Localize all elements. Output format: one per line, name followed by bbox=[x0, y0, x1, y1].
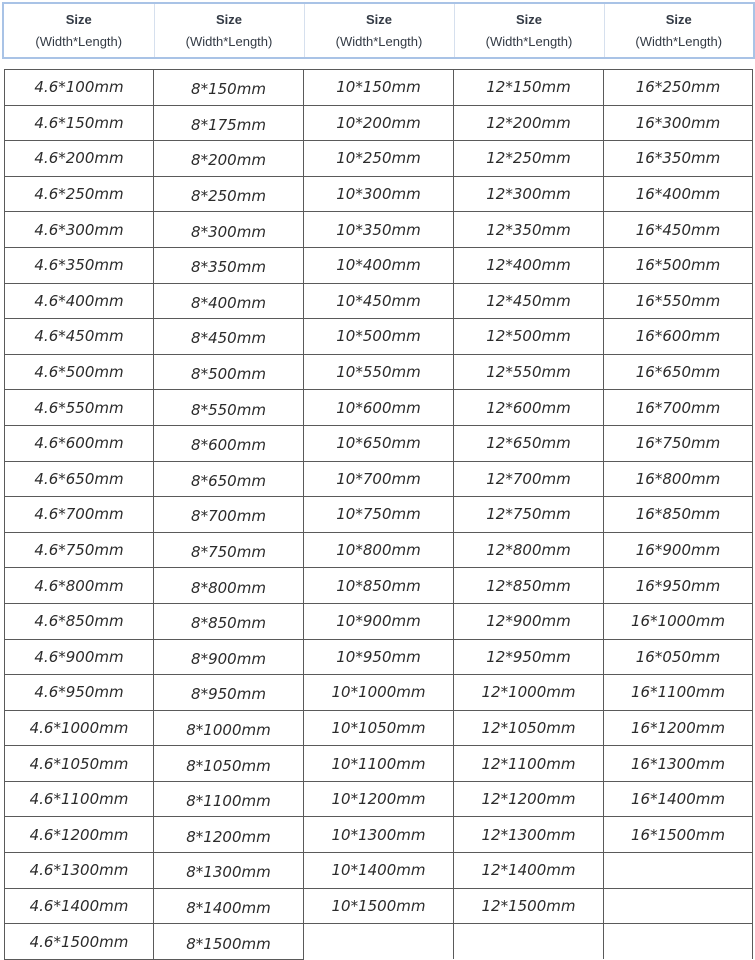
table-cell: 16*800mm bbox=[604, 461, 753, 497]
table-row bbox=[5, 781, 753, 817]
table-cell: 12*1200mm bbox=[454, 781, 604, 817]
table-cell: 12*650mm bbox=[454, 425, 604, 461]
header-cell-col5 bbox=[604, 3, 754, 58]
table-cell: 4.6*1200mm bbox=[5, 817, 154, 853]
table-cell: 10*750mm bbox=[304, 497, 454, 533]
table-cell: 4.6*350mm bbox=[5, 247, 154, 283]
table-cell: 8*700mm bbox=[154, 497, 304, 533]
size-table-rows bbox=[5, 70, 753, 960]
table-cell: 8*800mm bbox=[154, 568, 304, 604]
table-cell: 12*1300mm bbox=[454, 817, 604, 853]
table-row bbox=[5, 141, 753, 177]
table-cell: 16*350mm bbox=[604, 141, 753, 177]
table-cell: 10*550mm bbox=[304, 354, 454, 390]
table-cell bbox=[304, 924, 454, 960]
table-cell: 4.6*900mm bbox=[5, 639, 154, 675]
table-cell: 8*750mm bbox=[154, 532, 304, 568]
table-cell: 12*500mm bbox=[454, 319, 604, 355]
header-row bbox=[3, 3, 754, 58]
table-cell: 4.6*1400mm bbox=[5, 888, 154, 924]
size-table-body bbox=[4, 69, 753, 960]
table-cell: 12*550mm bbox=[454, 354, 604, 390]
table-row bbox=[5, 888, 753, 924]
table-cell: 16*1500mm bbox=[604, 817, 753, 853]
table-row bbox=[5, 105, 753, 141]
table-cell bbox=[604, 924, 753, 960]
table-row bbox=[5, 675, 753, 711]
table-cell: 12*850mm bbox=[454, 568, 604, 604]
table-cell bbox=[604, 853, 753, 889]
table-cell: 4.6*450mm bbox=[5, 319, 154, 355]
table-cell: 16*700mm bbox=[604, 390, 753, 426]
table-row bbox=[5, 746, 753, 782]
table-cell: 12*350mm bbox=[454, 212, 604, 248]
table-cell: 16*950mm bbox=[604, 568, 753, 604]
table-cell: 8*250mm bbox=[154, 176, 304, 212]
header-subtitle: (Width*Length) bbox=[635, 33, 723, 49]
table-row bbox=[5, 461, 753, 497]
table-row bbox=[5, 354, 753, 390]
table-cell: 4.6*1050mm bbox=[5, 746, 154, 782]
table-row bbox=[5, 425, 753, 461]
table-cell: 12*450mm bbox=[454, 283, 604, 319]
header-subtitle: (Width*Length) bbox=[185, 33, 273, 49]
table-cell: 12*900mm bbox=[454, 603, 604, 639]
table-cell: 12*1400mm bbox=[454, 853, 604, 889]
table-cell: 10*1100mm bbox=[304, 746, 454, 782]
table-cell: 8*450mm bbox=[154, 319, 304, 355]
table-cell: 8*1050mm bbox=[154, 746, 304, 782]
table-cell: 4.6*250mm bbox=[5, 176, 154, 212]
table-cell: 12*300mm bbox=[454, 176, 604, 212]
table-cell: 12*800mm bbox=[454, 532, 604, 568]
table-cell: 8*650mm bbox=[154, 461, 304, 497]
table-cell: 12*1500mm bbox=[454, 888, 604, 924]
table-row bbox=[5, 319, 753, 355]
table-cell: 12*750mm bbox=[454, 497, 604, 533]
table-row bbox=[5, 70, 753, 106]
header-title: Size bbox=[65, 11, 92, 27]
size-table-header bbox=[2, 2, 755, 59]
table-cell: 4.6*750mm bbox=[5, 532, 154, 568]
table-cell: 8*1300mm bbox=[154, 853, 304, 889]
table-cell: 16*300mm bbox=[604, 105, 753, 141]
table-cell: 4.6*200mm bbox=[5, 141, 154, 177]
table-cell: 10*1400mm bbox=[304, 853, 454, 889]
table-cell: 16*450mm bbox=[604, 212, 753, 248]
header-cell-col1 bbox=[3, 3, 154, 58]
header-title: Size bbox=[365, 11, 392, 27]
table-cell: 8*1200mm bbox=[154, 817, 304, 853]
table-row bbox=[5, 212, 753, 248]
table-cell: 10*800mm bbox=[304, 532, 454, 568]
table-cell: 8*350mm bbox=[154, 247, 304, 283]
table-row bbox=[5, 497, 753, 533]
table-cell: 8*300mm bbox=[154, 212, 304, 248]
table-cell: 10*650mm bbox=[304, 425, 454, 461]
table-row bbox=[5, 924, 753, 960]
table-cell: 12*1050mm bbox=[454, 710, 604, 746]
table-cell: 8*1100mm bbox=[154, 781, 304, 817]
table-cell: 4.6*1300mm bbox=[5, 853, 154, 889]
table-cell: 16*1300mm bbox=[604, 746, 753, 782]
table-row bbox=[5, 568, 753, 604]
table-row bbox=[5, 603, 753, 639]
table-cell: 10*950mm bbox=[304, 639, 454, 675]
table-cell: 8*200mm bbox=[154, 141, 304, 177]
header-title: Size bbox=[515, 11, 542, 27]
table-cell: 4.6*600mm bbox=[5, 425, 154, 461]
table-cell: 12*1000mm bbox=[454, 675, 604, 711]
table-cell: 10*900mm bbox=[304, 603, 454, 639]
table-cell: 10*850mm bbox=[304, 568, 454, 604]
table-cell: 4.6*1100mm bbox=[5, 781, 154, 817]
table-cell: 12*150mm bbox=[454, 70, 604, 106]
table-cell: 4.6*400mm bbox=[5, 283, 154, 319]
table-cell: 8*600mm bbox=[154, 425, 304, 461]
table-cell: 16*750mm bbox=[604, 425, 753, 461]
table-cell: 8*400mm bbox=[154, 283, 304, 319]
table-cell: 10*200mm bbox=[304, 105, 454, 141]
table-cell: 10*500mm bbox=[304, 319, 454, 355]
table-cell: 10*450mm bbox=[304, 283, 454, 319]
table-row bbox=[5, 639, 753, 675]
table-cell: 8*1000mm bbox=[154, 710, 304, 746]
header-subtitle: (Width*Length) bbox=[485, 33, 573, 49]
table-row bbox=[5, 247, 753, 283]
table-row bbox=[5, 532, 753, 568]
table-cell: 10*1000mm bbox=[304, 675, 454, 711]
table-cell: 12*250mm bbox=[454, 141, 604, 177]
table-cell: 10*350mm bbox=[304, 212, 454, 248]
table-cell: 4.6*550mm bbox=[5, 390, 154, 426]
header-cell-col4 bbox=[454, 3, 604, 58]
table-cell: 4.6*300mm bbox=[5, 212, 154, 248]
table-cell: 4.6*500mm bbox=[5, 354, 154, 390]
table-cell: 8*1500mm bbox=[154, 924, 304, 960]
table-row bbox=[5, 853, 753, 889]
table-cell: 16*050mm bbox=[604, 639, 753, 675]
table-row bbox=[5, 283, 753, 319]
table-cell: 12*200mm bbox=[454, 105, 604, 141]
table-row bbox=[5, 817, 753, 853]
table-cell: 10*600mm bbox=[304, 390, 454, 426]
table-cell: 8*150mm bbox=[154, 70, 304, 106]
table-cell: 16*1200mm bbox=[604, 710, 753, 746]
table-cell: 16*500mm bbox=[604, 247, 753, 283]
header-cell-col3 bbox=[304, 3, 454, 58]
table-cell: 16*250mm bbox=[604, 70, 753, 106]
header-title: Size bbox=[665, 11, 692, 27]
table-cell: 4.6*950mm bbox=[5, 675, 154, 711]
table-cell: 4.6*1500mm bbox=[5, 924, 154, 960]
table-cell bbox=[604, 888, 753, 924]
table-cell: 4.6*850mm bbox=[5, 603, 154, 639]
table-cell: 10*250mm bbox=[304, 141, 454, 177]
header-cell-col2 bbox=[154, 3, 304, 58]
table-cell: 4.6*150mm bbox=[5, 105, 154, 141]
table-cell: 10*1050mm bbox=[304, 710, 454, 746]
table-cell: 8*1400mm bbox=[154, 888, 304, 924]
table-cell: 10*1300mm bbox=[304, 817, 454, 853]
table-cell: 10*700mm bbox=[304, 461, 454, 497]
table-row bbox=[5, 390, 753, 426]
table-cell: 12*600mm bbox=[454, 390, 604, 426]
table-cell: 8*850mm bbox=[154, 603, 304, 639]
header-subtitle: (Width*Length) bbox=[35, 33, 123, 49]
header-title: Size bbox=[215, 11, 242, 27]
table-cell: 16*400mm bbox=[604, 176, 753, 212]
table-cell: 4.6*650mm bbox=[5, 461, 154, 497]
table-cell: 12*400mm bbox=[454, 247, 604, 283]
table-cell: 8*900mm bbox=[154, 639, 304, 675]
table-cell: 12*950mm bbox=[454, 639, 604, 675]
table-cell: 8*950mm bbox=[154, 675, 304, 711]
table-cell: 8*175mm bbox=[154, 105, 304, 141]
table-row bbox=[5, 176, 753, 212]
table-cell: 12*1100mm bbox=[454, 746, 604, 782]
table-cell: 8*550mm bbox=[154, 390, 304, 426]
table-cell: 10*1500mm bbox=[304, 888, 454, 924]
table-cell: 4.6*800mm bbox=[5, 568, 154, 604]
table-cell: 4.6*700mm bbox=[5, 497, 154, 533]
table-cell: 10*150mm bbox=[304, 70, 454, 106]
table-cell: 16*1400mm bbox=[604, 781, 753, 817]
table-cell bbox=[454, 924, 604, 960]
table-cell: 10*300mm bbox=[304, 176, 454, 212]
table-cell: 16*650mm bbox=[604, 354, 753, 390]
table-cell: 16*1100mm bbox=[604, 675, 753, 711]
table-cell: 8*500mm bbox=[154, 354, 304, 390]
table-cell: 16*600mm bbox=[604, 319, 753, 355]
table-cell: 16*900mm bbox=[604, 532, 753, 568]
table-cell: 4.6*1000mm bbox=[5, 710, 154, 746]
table-cell: 16*1000mm bbox=[604, 603, 753, 639]
header-subtitle: (Width*Length) bbox=[335, 33, 423, 49]
table-cell: 16*850mm bbox=[604, 497, 753, 533]
table-cell: 10*1200mm bbox=[304, 781, 454, 817]
table-row bbox=[5, 710, 753, 746]
table-cell: 16*550mm bbox=[604, 283, 753, 319]
table-cell: 4.6*100mm bbox=[5, 70, 154, 106]
table-cell: 10*400mm bbox=[304, 247, 454, 283]
table-cell: 12*700mm bbox=[454, 461, 604, 497]
